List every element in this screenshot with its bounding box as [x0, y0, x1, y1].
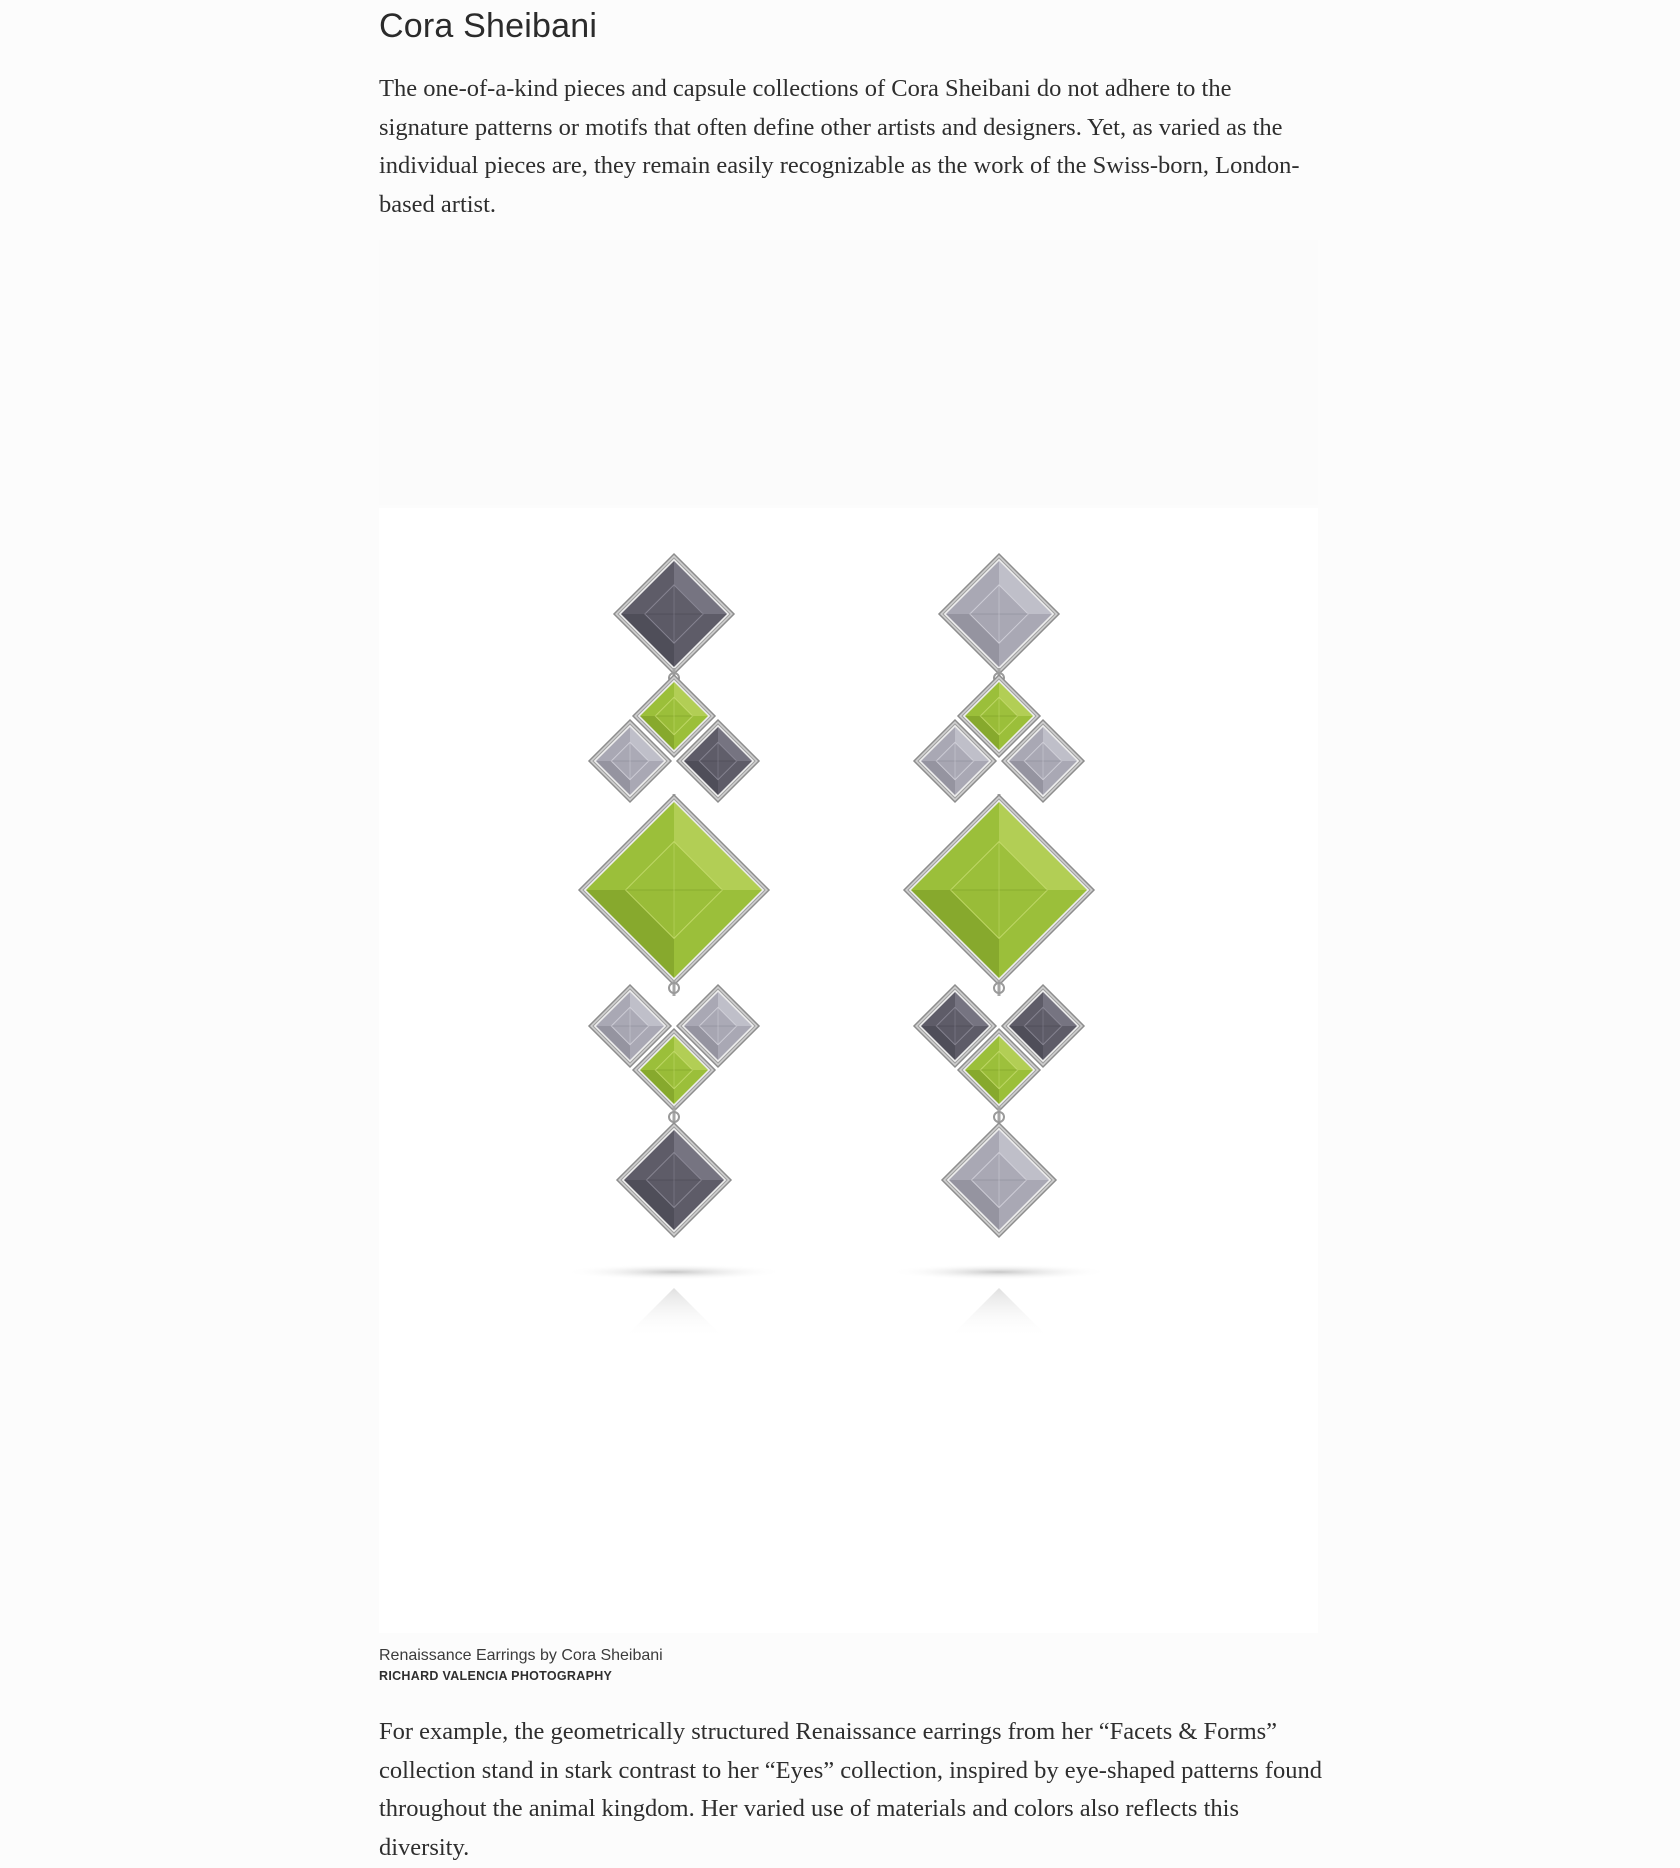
article-paragraph: The one-of-a-kind pieces and capsule collections of Cora Sheibani do not adhere to the signature patterns or motifs that often define other artists and designers. Yet, as varied as the individual pieces are, they remain easily recognizable as the work of the Swiss-born, London-based artist. — [379, 75, 1300, 218]
blank-space — [379, 240, 1318, 505]
top-stone — [939, 554, 1059, 674]
figure-caption: Renaissance Earrings by Cora Sheibani — [379, 1647, 663, 1664]
top-stone — [614, 554, 734, 674]
bottom-stone — [942, 1123, 1056, 1237]
article-paragraph: For example, the geometrically structured Renaissance earrings from her “Facets & Forms” collection stand in stark contrast to her “Eyes” collection, inspired by eye-shaped patterns found throughout the animal kingdom. Her varied use of materials and colors also reflects this diversity. — [379, 1718, 1322, 1861]
bottom-stone — [617, 1123, 731, 1237]
section-heading: Cora Sheibani — [379, 7, 598, 45]
earring-right — [889, 554, 1109, 1338]
center-stone — [904, 795, 1094, 985]
photo-credit: RICHARD VALENCIA PHOTOGRAPHY — [379, 1669, 613, 1683]
earring-left — [564, 554, 784, 1338]
center-stone — [579, 795, 769, 985]
earrings-photo — [379, 508, 1318, 1633]
earrings-illustration — [379, 508, 1318, 1633]
